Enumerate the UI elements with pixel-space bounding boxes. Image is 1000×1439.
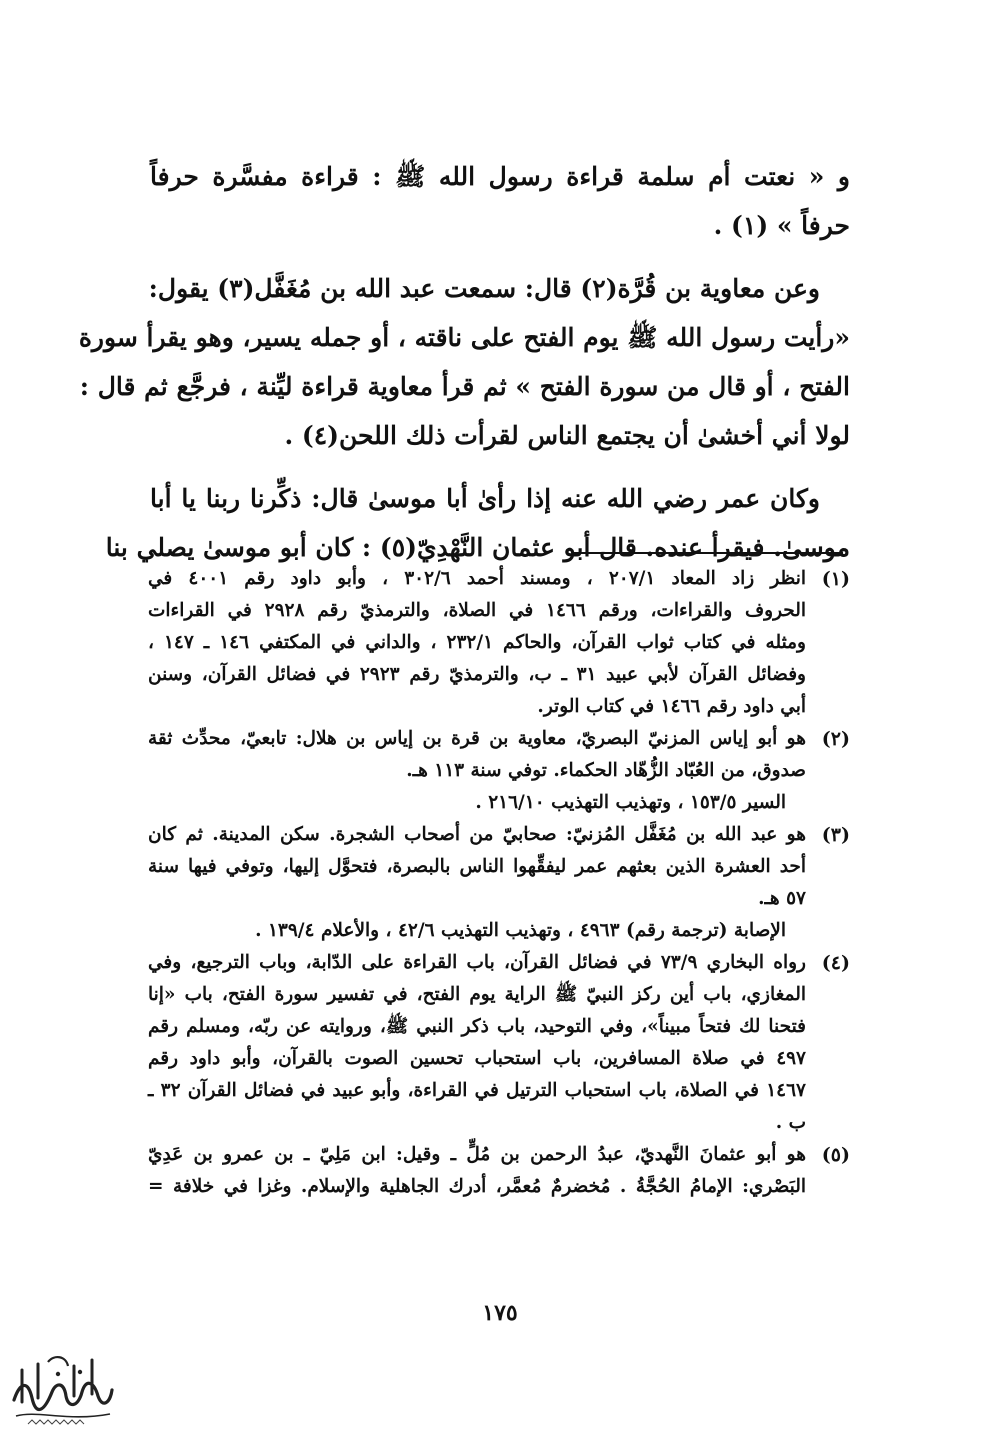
footnote-line: ٥٧ هـ.	[758, 888, 806, 909]
footnote-line: فتحنا لك فتحاً مبيناً»، وفي التوحيد، باب ذكر النبي ﷺ، وروايته عن ربّه، ومسلم رقم	[148, 1016, 806, 1037]
footnote-line: رواه البخاري ٧٣/٩ في فضائل القرآن، باب القراءة على الدّابة، وباب الترجيع، وفي	[148, 952, 806, 973]
footnote-number: (٣)	[821, 824, 850, 846]
footnote-line: وفضائل القرآن لأبي عبيد ٣١ ـ ب، والترمذيّ رقم ٢٩٢٣ في فضائل القرآن، وسنن	[148, 664, 806, 685]
main-line: لولا أني أخشىٰ أن يجتمع الناس لقرأت ذلك اللحن(٤) .	[284, 421, 850, 450]
page-number: ١٧٥	[482, 1300, 518, 1326]
footnote-1	[148, 563, 850, 723]
main-line: موسىٰ. فيقرأ عنده. قال أبو عثمان النَّهْدِيّ(٥) : كان أبو موسىٰ يصلي بنا	[105, 533, 850, 562]
watermark-logo	[8, 1352, 118, 1430]
footnote-line: الحروف والقراءات، ورقم ١٤٦٦ في الصلاة، والترمذيّ رقم ٢٩٢٨ في القراءات	[148, 600, 806, 621]
footnote-line: ١٤٦٧ في الصلاة، باب استحباب الترتيل في القراءة، وأبو عبيد في فضائل القرآن ٣٢ ـ	[148, 1080, 806, 1101]
main-line: «رأيت رسول الله ﷺ يوم الفتح على ناقته ، أو جمله يسير، وهو يقرأ سورة	[78, 323, 850, 352]
footnote-line: ب .	[775, 1112, 806, 1133]
footnote-3	[148, 819, 850, 947]
footnote-line: صدوق، من العُبّاد الزُّهّاد الحكماء. توفي سنة ١١٣ هـ.	[406, 760, 806, 781]
footnote-line: انظر زاد المعاد ٢٠٧/١ ، ومسند أحمد ٣٠٢/٦ ، وأبو داود رقم ٤٠٠١ في	[148, 568, 807, 589]
main-line: و « نعتت أم سلمة قراءة رسول الله ﷺ : قراءة مفسَّرة حرفاً	[150, 162, 850, 191]
footnote-line: هو عبد الله بن مُغَفَّل المُزنيّ: صحابيّ من أصحاب الشجرة. سكن المدينة. ثم كان	[148, 824, 806, 845]
footnote-separator	[573, 552, 843, 554]
footnote-number: (٥)	[821, 1144, 850, 1166]
footnote-2	[148, 723, 850, 819]
footnote-number: (١)	[821, 568, 850, 590]
footnote-line: أحد العشرة الذين بعثهم عمر ليفقِّهوا الناس بالبصرة، فتحوَّل إليها، وتوفي فيها سنة	[148, 856, 806, 877]
footnote-line: السير ١٥٣/٥ ، وتهذيب التهذيب ٢١٦/١٠ .	[475, 792, 786, 813]
main-line: الفتح ، أو قال من سورة الفتح » ثم قرأ معاوية قراءة ليِّنة ، فرجَّع ثم قال :	[79, 372, 850, 401]
footnote-line: هو أبو عثمانَ النَّهديّ، عبدُ الرحمن بن مُلٍّ ـ وقيل: ابن مَلِيّ ـ بن عمرو بن عَدِيّ	[148, 1144, 806, 1165]
footnote-number: (٢)	[821, 728, 850, 750]
footnote-line: هو أبو إياس المزنيّ البصريّ، معاوية بن قرة بن إياس بن هلال: تابعيّ، محدِّث ثقة	[148, 728, 806, 749]
footnote-5	[148, 1139, 850, 1203]
footnote-line: ٤٩٧ في صلاة المسافرين، باب استحباب تحسين الصوت بالقرآن، وأبو داود رقم	[148, 1048, 806, 1069]
footnote-4	[148, 947, 850, 1139]
main-line: وكان عمر رضي الله عنه إذا رأىٰ أبا موسىٰ قال: ذكِّرنا ربنا يا أبا	[150, 484, 820, 513]
main-line: وعن معاوية بن قُرَّة(٢) قال: سمعت عبد الله بن مُغَفَّل(٣) يقول:	[148, 274, 820, 303]
footnote-line: البَصْري: الإمامُ الحُجَّةُ . مُخضرمٌ مُعمَّر، أدرك الجاهلية والإسلام. وغزا في خلافة =	[148, 1176, 806, 1197]
footnote-line: أبي داود رقم ١٤٦٦ في كتاب الوتر.	[537, 696, 806, 717]
main-line: حرفاً » (١) .	[713, 211, 850, 240]
footnote-number: (٤)	[821, 952, 850, 974]
footnote-line: ومثله في كتاب ثواب القرآن، والحاكم ٢٣٢/١ ، والداني في المكتفي ١٤٦ ـ ١٤٧ ،	[148, 632, 806, 653]
footnote-line: الإصابة (ترجمة رقم) ٤٩٦٣ ، وتهذيب التهذيب ٤٢/٦ ، والأعلام ١٣٩/٤ .	[255, 920, 786, 941]
main-text	[78, 152, 850, 572]
footnote-line: المغازي، باب أين ركز النبيّ ﷺ الراية يوم الفتح، في تفسير سورة الفتح، باب «إنا	[148, 984, 806, 1005]
footnotes	[148, 563, 850, 1203]
